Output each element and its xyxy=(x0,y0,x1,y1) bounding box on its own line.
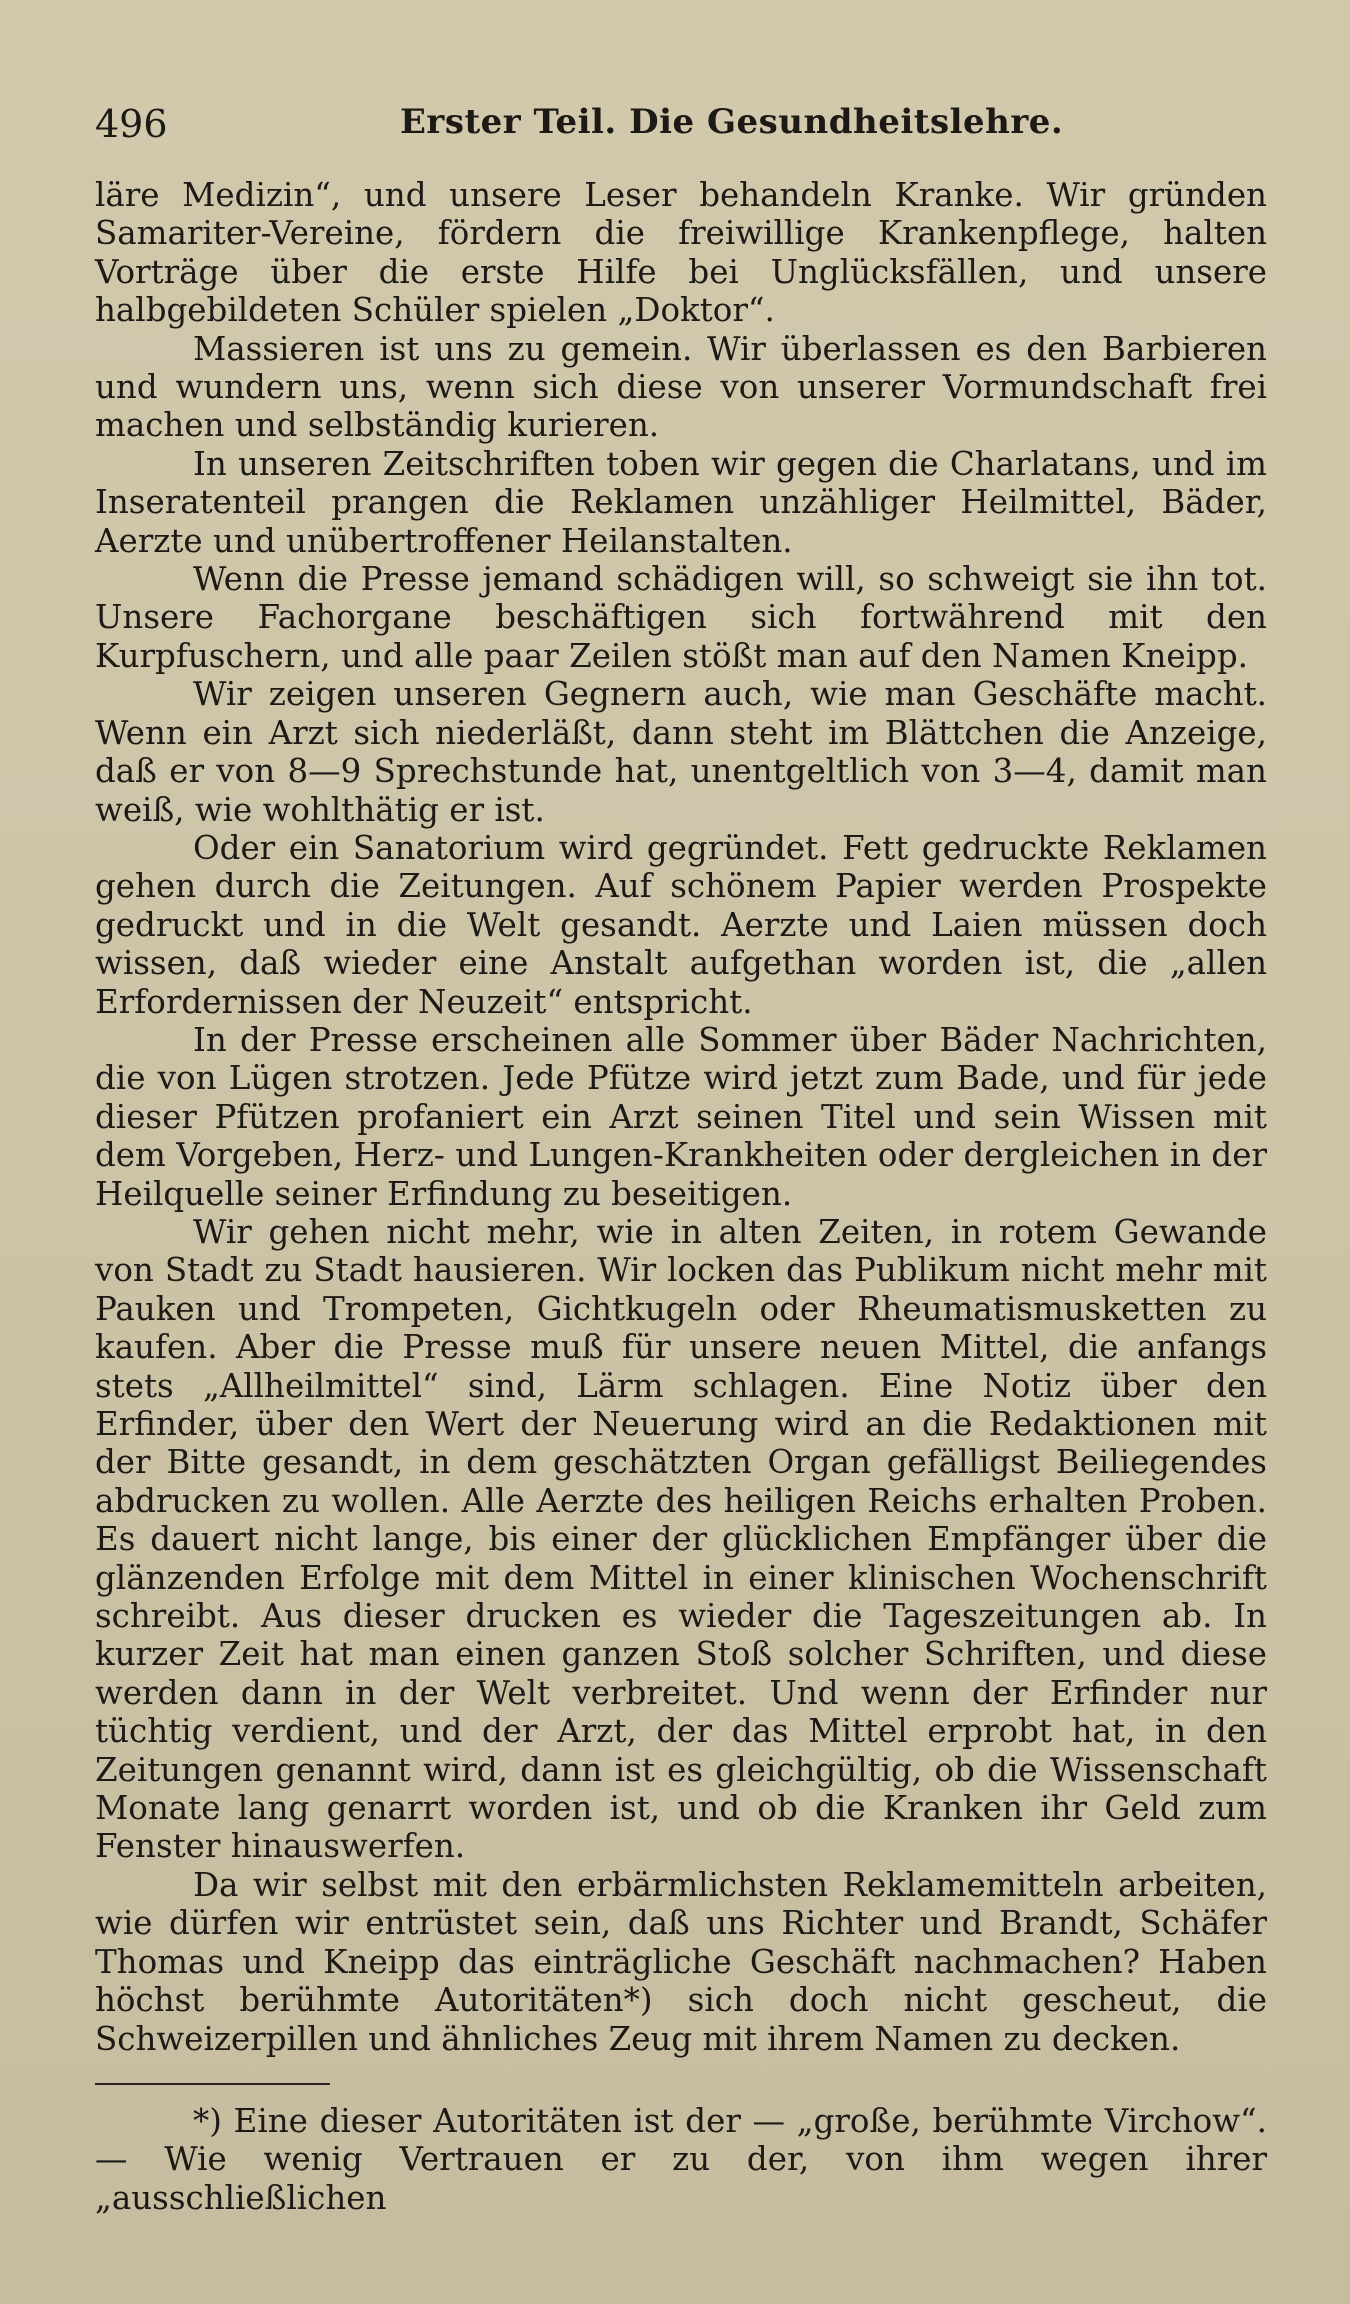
page-number: 496 xyxy=(95,102,168,146)
footnote-text: *) Eine dieser Autoritäten ist der — „große, berühmte Virchow“. — Wie wenig Vertrauen er zu der, von ihm wegen ihrer „ausschließlichen xyxy=(95,2102,1267,2217)
footnote xyxy=(95,2102,1267,2217)
paragraph: läre Medizin“, und unsere Leser behandeln Kranke. Wir gründen Samariter-Vereine, fördern die freiwillige Krankenpflege, halten Vorträge über die erste Hilfe bei Unglücksfällen, und unsere halbgebildeten Schüler spielen „Doktor“. xyxy=(95,176,1267,330)
paragraph: Da wir selbst mit den erbärmlichsten Reklamemitteln arbeiten, wie dürfen wir entrüstet sein, daß uns Richter und Brandt, Schäfer Thomas und Kneipp das einträgliche Geschäft nachmachen? Haben höchst berühmte Autoritäten*) sich doch nicht gescheut, die Schweizerpillen und ähnliches Zeug mit ihrem Namen zu decken. xyxy=(95,1865,1267,2058)
page-header xyxy=(95,96,1260,156)
paragraph: In unseren Zeitschriften toben wir gegen die Charlatans, und im Inseratenteil prangen die Reklamen unzähliger Heilmittel, Bäder, Aerzte und unübertroffener Heilanstalten. xyxy=(95,444,1267,560)
paragraph: In der Presse erscheinen alle Sommer über Bäder Nachrichten, die von Lügen strotzen. Jede Pfütze wird jetzt zum Bade, und für jede dieser Pfützen profaniert ein Arzt seinen Titel und sein Wissen mit dem Vorgeben, Herz- und Lungen-Krankheiten oder dergleichen in der Heilquelle seiner Erfindung zu beseitigen. xyxy=(95,1020,1267,1213)
paragraph: Massieren ist uns zu gemein. Wir überlassen es den Barbieren und wundern uns, wenn sich diese von unserer Vormundschaft frei machen und selbständig kurieren. xyxy=(95,329,1267,445)
running-title: Erster Teil. Die Gesundheitslehre. xyxy=(400,102,1064,142)
paragraph: Oder ein Sanatorium wird gegründet. Fett gedruckte Reklamen gehen durch die Zeitungen. Auf schönem Papier werden Prospekte gedruckt und in die Welt gesandt. Aerzte und Laien müssen doch wissen, daß wieder eine Anstalt aufgethan worden ist, die „allen Erfordernissen der Neuzeit“ entspricht. xyxy=(95,828,1267,1021)
footnote-divider xyxy=(95,2083,330,2085)
paragraph: Wir gehen nicht mehr, wie in alten Zeiten, in rotem Gewande von Stadt zu Stadt hausieren. Wir locken das Publikum nicht mehr mit Pauken und Trompeten, Gichtkugeln oder Rheumatismusketten zu kaufen. Aber die Presse muß für unsere neuen Mittel, die anfangs stets „Allheilmittel“ sind, Lärm schlagen. Eine Notiz über den Erfinder, über den Wert der Neuerung wird an die Redaktionen mit der Bitte gesandt, in dem geschätzten Organ gefälligst Beiliegendes abdrucken zu wollen. Alle Aerzte des heiligen Reichs erhalten Proben. Es dauert nicht lange, bis einer der glücklichen Empfänger über die glänzenden Erfolge mit dem Mittel in einer klinischen Wochenschrift schreibt. Aus dieser drucken es wieder die Tageszeitungen ab. In kurzer Zeit hat man einen ganzen Stoß solcher Schriften, und diese werden dann in der Welt verbreitet. Und wenn der Erfinder nur tüchtig verdient, und der Arzt, der das Mittel erprobt hat, in den Zeitungen genannt wird, dann ist es gleichgültig, ob die Wissenschaft Monate lang genarrt worden ist, und ob die Kranken ihr Geld zum Fenster hinauswerfen. xyxy=(95,1212,1267,1866)
body-text xyxy=(95,176,1267,2058)
paragraph: Wenn die Presse jemand schädigen will, so schweigt sie ihn tot. Unsere Fachorgane beschäftigen sich fortwährend mit den Kurpfuschern, und alle paar Zeilen stößt man auf den Namen Kneipp. xyxy=(95,560,1267,675)
paragraph: Wir zeigen unseren Gegnern auch, wie man Geschäfte macht. Wenn ein Arzt sich niederläßt, dann steht im Blättchen die Anzeige, daß er von 8—9 Sprechstunde hat, unentgeltlich von 3—4, damit man weiß, wie wohlthätig er ist. xyxy=(95,675,1267,829)
